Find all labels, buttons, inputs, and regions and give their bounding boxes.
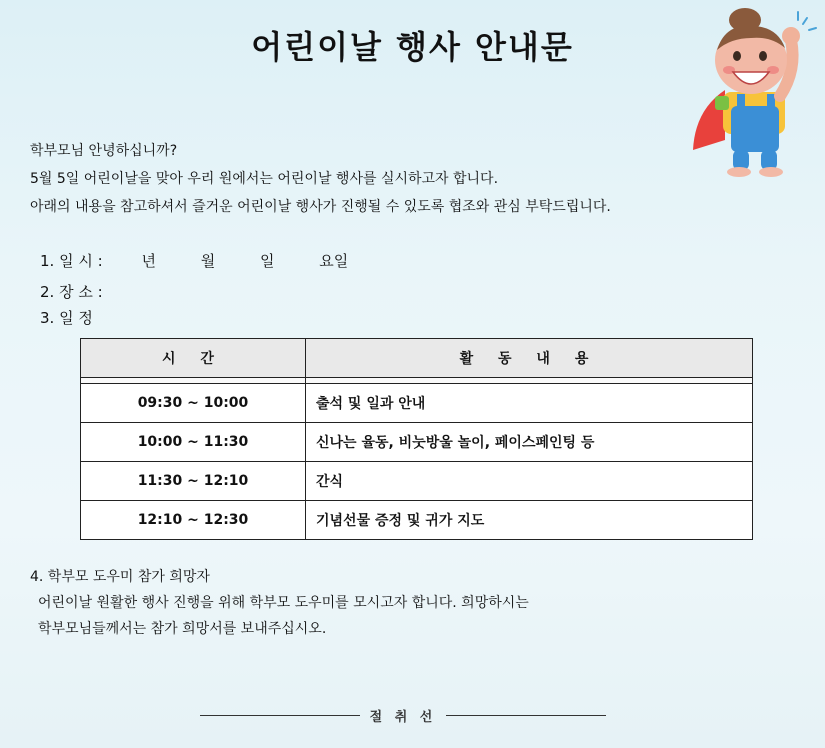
activity-cell: 간식 (306, 462, 753, 501)
cut-line (200, 703, 606, 727)
day-label: 일 (260, 252, 275, 270)
activity-cell: 신나는 율동, 비눗방울 놀이, 페이스페인팅 등 (306, 423, 753, 462)
cut-label: 절 취 선 (369, 710, 437, 725)
time-cell: 09:30 ~ 10:00 (81, 384, 306, 423)
table-row (81, 462, 753, 501)
schedule-header-row (81, 339, 753, 378)
weekday-label: 요일 (319, 252, 349, 270)
time-cell: 10:00 ~ 11:30 (81, 423, 306, 462)
volunteer-line-1: 어린이날 원활한 행사 진행을 위해 학부모 도우미를 모시고자 합니다. 희망하시는 (38, 595, 529, 611)
page-title: 어린이날 행사 안내문 (251, 28, 574, 66)
schedule-table (80, 338, 753, 540)
volunteer-heading: 4. 학부모 도우미 참가 희망자 (30, 569, 210, 585)
intro-line-2: 아래의 내용을 참고하셔서 즐거운 어린이날 행사가 진행될 수 있도록 협조와 관심 부탁드립니다. (30, 199, 611, 215)
activity-header: 활 동 내 용 (306, 339, 753, 378)
schedule-label: 3. 일 정 (40, 309, 93, 327)
activity-cell: 출석 및 일과 안내 (306, 384, 753, 423)
time-cell: 12:10 ~ 12:30 (81, 501, 306, 540)
cartoon-kid-hero-icon (685, 0, 825, 180)
year-label: 년 (141, 252, 156, 270)
time-cell: 11:30 ~ 12:10 (81, 462, 306, 501)
table-row (81, 501, 753, 540)
volunteer-section (30, 564, 529, 642)
time-header: 시 간 (81, 339, 306, 378)
activity-cell: 기념선물 증정 및 귀가 지도 (306, 501, 753, 540)
date-item (40, 250, 348, 271)
date-label: 1. 일 시 : (40, 252, 103, 270)
table-row (81, 384, 753, 423)
table-row (81, 423, 753, 462)
month-label: 월 (200, 252, 216, 270)
place-label: 2. 장 소 : (40, 283, 103, 301)
greeting-line: 학부모님 안녕하십니까? (30, 143, 178, 159)
intro-text (30, 137, 611, 221)
intro-line-1: 5월 5일 어린이날을 맞아 우리 원에서는 어린이날 행사를 실시하고자 합니다. (30, 171, 499, 187)
volunteer-line-2: 학부모님들께서는 참가 희망서를 보내주십시오. (38, 621, 327, 637)
